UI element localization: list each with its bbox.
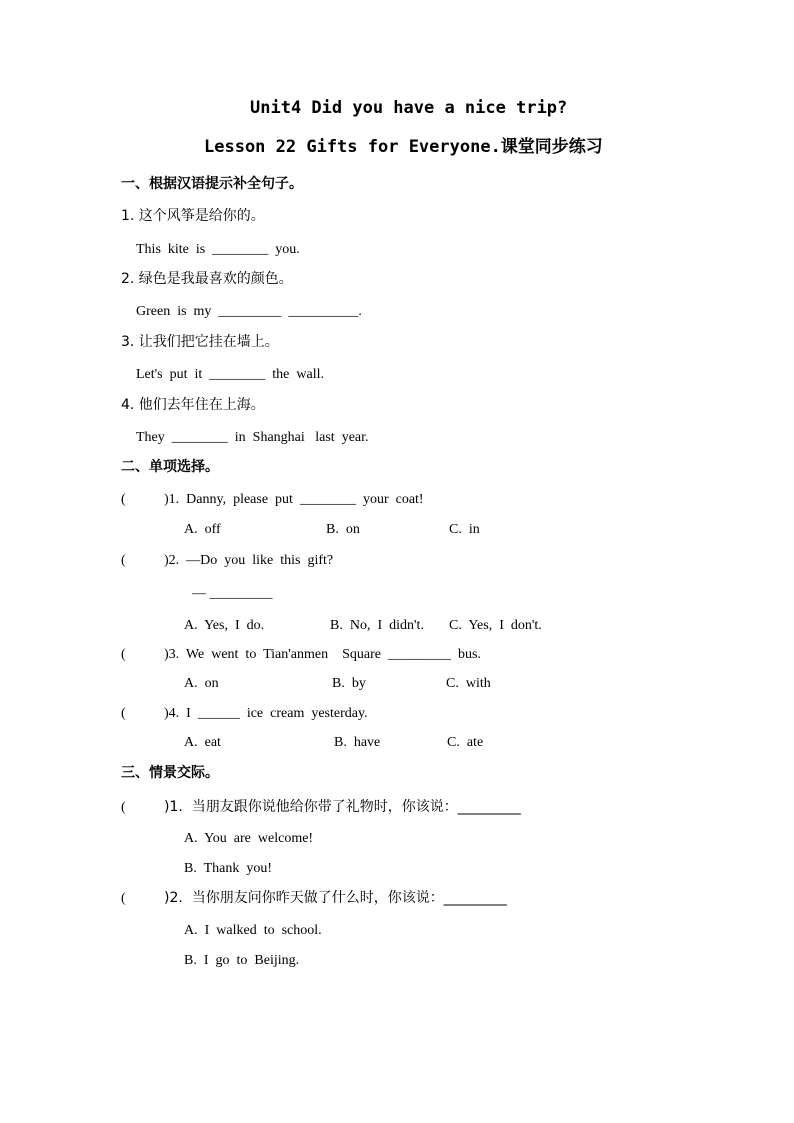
question-en-3: Let's put it ________ the wall. [136, 367, 325, 382]
answer-paren: ( [121, 647, 126, 662]
option-c: C. ate [447, 735, 484, 750]
option-b: B. I go to Beijing. [184, 953, 300, 968]
option-a: A. on [184, 676, 219, 691]
choice-question-1: )1. Danny, please put ________ your coat! [164, 492, 424, 507]
situational-question-2: )2. 当你朋友问你昨天做了什么时，你该说：_________ [164, 890, 507, 906]
option-b: B. have [334, 735, 381, 750]
dialogue-answer-line: — _________ [192, 586, 273, 601]
section-heading-situational: 三、情景交际。 [121, 765, 219, 781]
question-cn-1: 1. 这个风筝是给你的。 [121, 208, 265, 224]
answer-paren: ( [121, 891, 126, 906]
option-c: C. in [449, 522, 480, 537]
option-b: B. No, I didn't. [330, 618, 424, 633]
option-a: A. You are welcome! [184, 831, 314, 846]
answer-paren: ( [121, 706, 126, 721]
choice-question-2: )2. —Do you like this gift? [164, 553, 334, 568]
option-c: C. with [446, 676, 491, 691]
option-b: B. on [326, 522, 360, 537]
answer-paren: ( [121, 492, 126, 507]
section-heading-fill-in: 一、根据汉语提示补全句子。 [121, 176, 303, 192]
situational-question-1: )1. 当朋友跟你说他给你带了礼物时，你该说：_________ [164, 799, 521, 815]
question-en-2: Green is my _________ __________. [136, 304, 362, 319]
option-c: C. Yes, I don't. [449, 618, 542, 633]
question-cn-4: 4. 他们去年住在上海。 [121, 397, 265, 413]
page-subtitle: Lesson 22 Gifts for Everyone.课堂同步练习 [204, 137, 603, 157]
option-a: A. Yes, I do. [184, 618, 265, 633]
question-cn-3: 3. 让我们把它挂在墙上。 [121, 334, 279, 350]
option-a: A. I walked to school. [184, 923, 322, 938]
question-en-4: They ________ in Shanghai last year. [136, 430, 369, 445]
option-b: B. Thank you! [184, 861, 273, 876]
question-cn-2: 2. 绿色是我最喜欢的颜色。 [121, 271, 293, 287]
page-title: Unit4 Did you have a nice trip? [250, 98, 568, 118]
option-a: A. off [184, 522, 221, 537]
choice-question-4: )4. I ______ ice cream yesterday. [164, 706, 368, 721]
section-heading-multiple-choice: 二、单项选择。 [121, 459, 219, 475]
answer-paren: ( [121, 553, 126, 568]
question-en-1: This kite is ________ you. [136, 242, 300, 257]
answer-paren: ( [121, 800, 126, 815]
choice-question-3: )3. We went to Tian'anmen Square _________ bus. [164, 647, 481, 662]
option-b: B. by [332, 676, 366, 691]
option-a: A. eat [184, 735, 221, 750]
